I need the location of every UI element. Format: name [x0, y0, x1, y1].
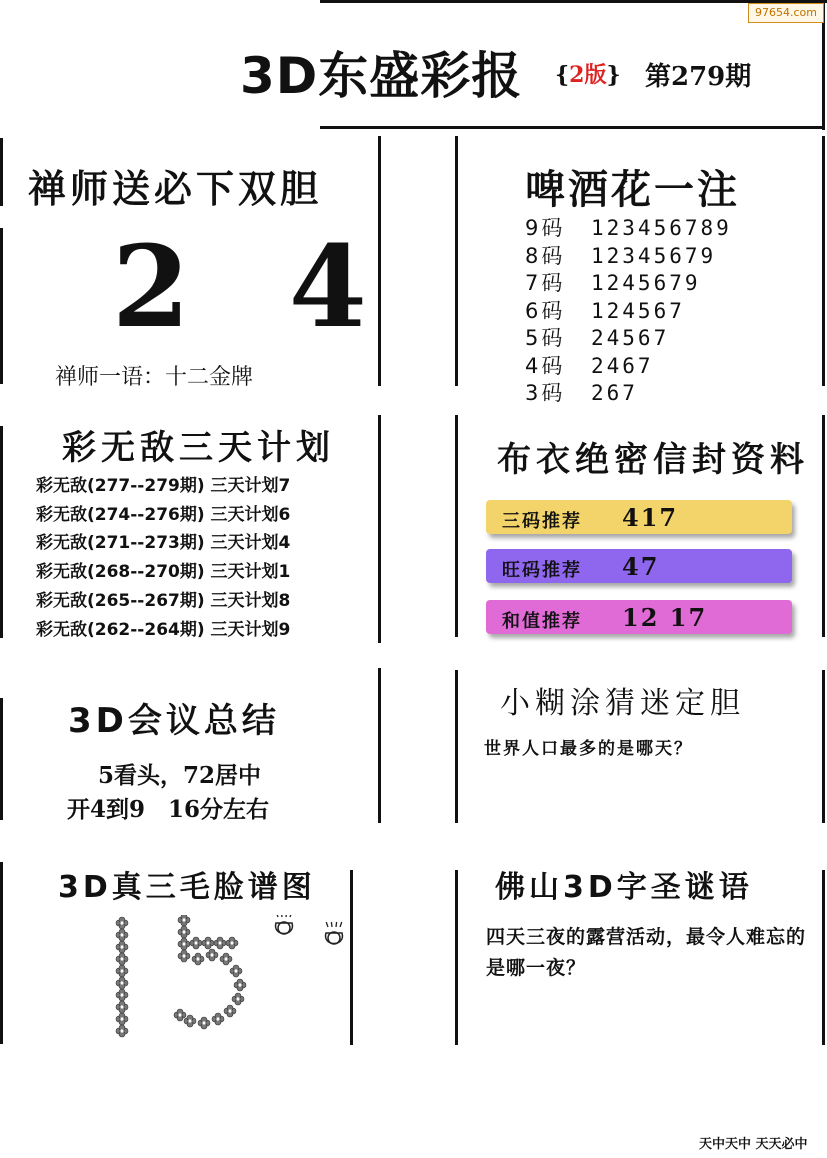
- digit-five-dot: [234, 979, 246, 991]
- beer-flower-row: [525, 270, 732, 298]
- right-border-b: [822, 415, 825, 637]
- digit-one-dot: [116, 1001, 128, 1013]
- face-chart-figure: [100, 915, 360, 1045]
- header-rule-bottom: [320, 126, 825, 129]
- digit-five-dot: [230, 965, 242, 977]
- plan-row: 彩无敌(277--279期) 三天计划7: [36, 476, 291, 496]
- plan-row: 彩无敌(265--267期) 三天计划8: [36, 590, 291, 611]
- issue-number: 第279期: [645, 62, 752, 92]
- recommend-bar-sum: [486, 600, 792, 634]
- digit-five-dot: [202, 937, 214, 949]
- digit-one-dot: [116, 989, 128, 1001]
- digit-five-dot: [224, 1005, 236, 1017]
- plan-row: 彩无敌(268--270期) 三天计划1: [36, 562, 291, 583]
- riddle-question: 世界人口最多的是哪天？: [484, 739, 693, 759]
- mid-divider-left-c: [378, 668, 381, 823]
- digit-one-dot: [116, 965, 128, 977]
- edition-brace-close: }: [606, 62, 621, 88]
- recommend-value: 12 17: [622, 603, 708, 632]
- page-title: 3D东盛彩报: [240, 47, 523, 105]
- smiling-face-icon: [276, 915, 293, 934]
- riddle-title: 小糊涂猜迷定胆: [500, 686, 745, 721]
- beer-flower-row: [525, 325, 732, 353]
- beer-flower-digits: 123456789: [591, 216, 732, 240]
- right-border-a: [822, 136, 825, 386]
- site-watermark: 97654.com: [748, 3, 824, 23]
- three-day-plan-list: [36, 472, 290, 644]
- beer-flower-code: 8码: [525, 243, 566, 268]
- recommend-label: 旺码推荐: [502, 560, 582, 581]
- digit-one-dot: [116, 941, 128, 953]
- edition-label: [555, 58, 621, 89]
- beer-flower-code: 6码: [525, 298, 566, 323]
- footer-slogan: 天中天中 天天必中: [699, 1137, 808, 1152]
- left-border-c: [0, 426, 3, 638]
- digit-five-dot: [178, 938, 190, 950]
- beer-flower-row: [525, 215, 732, 243]
- beer-flower-digits: 2467: [591, 353, 654, 378]
- plan-row: 彩无敌(271--273期) 三天计划4: [36, 533, 291, 554]
- digit-five-dot: [174, 1009, 186, 1021]
- digit-five-dot: [192, 953, 204, 965]
- beer-flower-row: [525, 353, 732, 381]
- digit-five-dot: [198, 1017, 210, 1029]
- digit-five-dot: [190, 937, 202, 949]
- beer-flower-row: [525, 380, 732, 408]
- double-gall-digits: 2 4: [112, 222, 397, 353]
- digit-five-dot: [232, 993, 244, 1005]
- smiling-face-icon: [326, 922, 343, 944]
- digit-five-dot: [184, 1015, 196, 1027]
- beer-flower-digits: 124567: [591, 298, 685, 323]
- recommend-value: 47: [622, 552, 660, 581]
- envelope-title: 布衣绝密信封资料: [497, 440, 809, 480]
- beer-flower-title: 啤酒花一注: [525, 167, 740, 213]
- recommend-label: 三码推荐: [502, 511, 582, 532]
- digit-one-dot: [116, 1013, 128, 1025]
- beer-flower-row: [525, 243, 732, 271]
- digit-one-dot: [116, 917, 128, 929]
- double-gall-title: 禅师送必下双胆: [28, 167, 323, 211]
- beer-flower-digits: 24567: [591, 326, 670, 350]
- digit-one-dot: [116, 929, 128, 941]
- digit-one-dot: [116, 1025, 128, 1037]
- digit-five-dot: [212, 1013, 224, 1025]
- left-border-b: [0, 228, 3, 384]
- foshan-riddle-title: 佛山3D字圣谜语: [495, 870, 753, 905]
- beer-flower-list: [525, 215, 732, 408]
- left-border-a: [0, 138, 3, 206]
- beer-flower-code: 3码: [525, 381, 566, 405]
- mid-divider-right-b: [455, 415, 458, 637]
- digit-five-dot: [220, 953, 232, 965]
- face-chart-title: 3D真三毛脸谱图: [58, 870, 316, 905]
- beer-flower-row: [525, 298, 732, 326]
- beer-flower-code: 7码: [525, 271, 566, 295]
- beer-flower-digits: 267: [591, 381, 638, 405]
- digit-one-dot: [116, 953, 128, 965]
- right-border-c: [822, 670, 825, 823]
- digit-five-dot: [226, 937, 238, 949]
- beer-flower-digits: 1245679: [591, 271, 701, 295]
- digit-five-dot: [178, 926, 190, 938]
- recommend-bar-three-code: [486, 500, 792, 534]
- left-border-e: [0, 862, 3, 1044]
- edition-number: 2版: [569, 62, 607, 88]
- digit-five-dot: [178, 915, 190, 926]
- meeting-summary-title: 3D会议总结: [68, 701, 280, 741]
- beer-flower-digits: 12345679: [591, 243, 717, 268]
- digit-one-dot: [116, 977, 128, 989]
- recommend-bar-hot-code: [486, 549, 792, 583]
- plan-row: 彩无敌(262--264期) 三天计划9: [36, 619, 291, 640]
- recommend-value: 417: [622, 503, 679, 532]
- digit-five-dot: [214, 937, 226, 949]
- beer-flower-code: 4码: [525, 353, 566, 378]
- digit-five-dot: [206, 949, 218, 961]
- mid-divider-right-c: [455, 670, 458, 823]
- edition-brace-open: {: [555, 62, 570, 88]
- foshan-riddle-question: 四天三夜的露营活动，最令人难忘的是哪一夜？: [486, 926, 807, 979]
- digit-five-dot: [178, 950, 190, 962]
- beer-flower-code: 5码: [525, 326, 566, 350]
- flower-digit-figure: [100, 915, 360, 1045]
- three-day-plan-title: 彩无敌三天计划: [62, 428, 335, 468]
- plan-row: 彩无敌(274--276期) 三天计划6: [36, 504, 291, 525]
- mid-divider-right-a: [455, 136, 458, 386]
- beer-flower-code: 9码: [525, 216, 566, 240]
- right-border-d: [822, 870, 825, 1045]
- double-gall-note: 禅师一语：十二金牌: [55, 365, 254, 390]
- mid-divider-right-d: [455, 870, 458, 1045]
- left-border-d: [0, 698, 3, 820]
- meeting-summary-line: 5看头，72居中: [98, 762, 262, 789]
- meeting-summary-line: 开4到9 16分左右: [67, 796, 270, 823]
- recommend-label: 和值推荐: [502, 611, 582, 632]
- mid-divider-left-b: [378, 415, 381, 643]
